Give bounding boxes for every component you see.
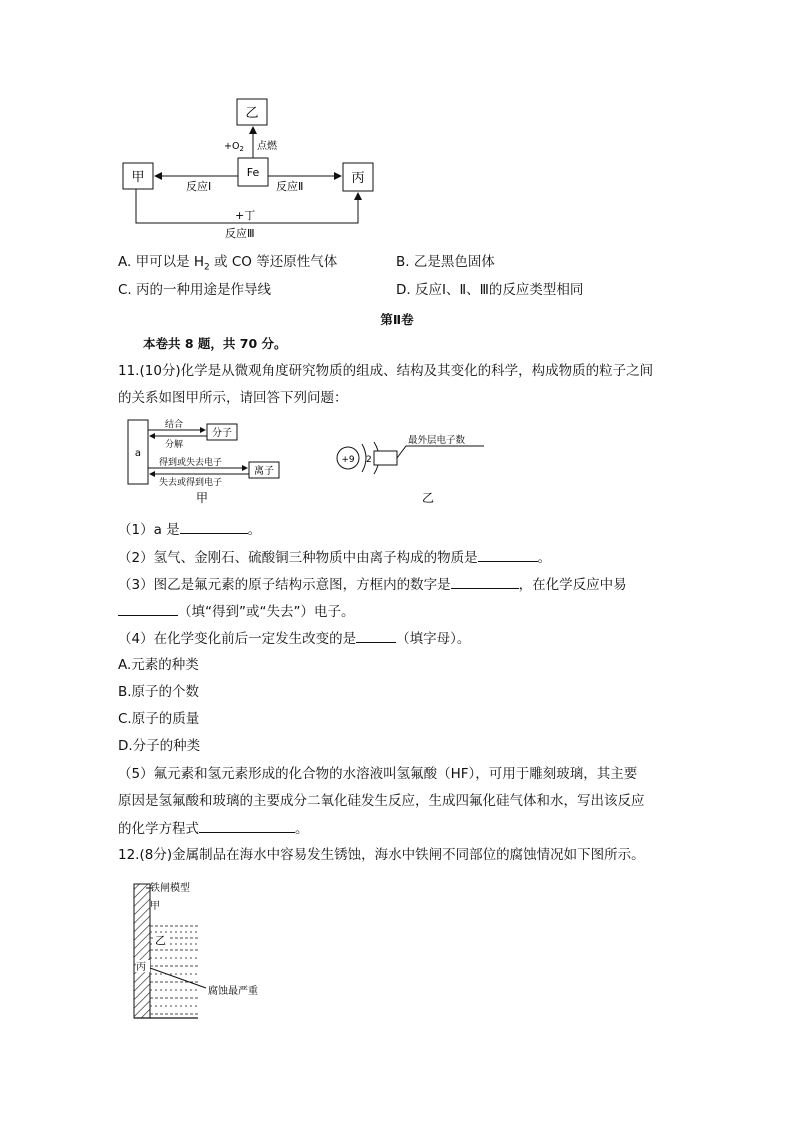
q11-part3-suffix: ，在化学反应中易: [518, 577, 627, 593]
q12-stem: 12.(8分)金属制品在海水中容易发生锈蚀，海水中铁闸不同部位的腐蚀情况如下图所示。: [118, 847, 645, 863]
position-yi: 乙: [155, 934, 166, 947]
option-a: [118, 253, 337, 277]
q11-part3b: [118, 602, 354, 621]
q11-part5-prefix: 的化学方程式: [118, 821, 199, 837]
caption-jia: 甲: [195, 491, 209, 505]
label-lose-gain: 失去或得到电子: [159, 478, 223, 488]
shell1-electrons: 2: [366, 455, 372, 465]
q11-part2: [118, 548, 551, 567]
reaction2-label: 反应Ⅱ: [276, 180, 304, 193]
o2-label: $+O_2$: [224, 141, 244, 153]
box-jia-text: 甲: [131, 170, 145, 185]
gate-model-label: 铁闸模型: [150, 883, 190, 894]
label-gain-lose: 得到或失去电子: [159, 458, 223, 468]
q11-part4: [118, 629, 470, 648]
option-c: C. 丙的一种用途是作导线: [118, 282, 272, 298]
worst-corrosion-label: 腐蚀最严重: [208, 986, 258, 997]
position-jia: 甲: [150, 901, 160, 912]
box-fe-text: Fe: [246, 166, 260, 179]
option-d: D. 反应Ⅰ、Ⅱ、Ⅲ的反应类型相同: [396, 282, 584, 298]
iron-gate-body: [134, 884, 150, 1018]
caption-yi: 乙: [421, 491, 435, 505]
q11-choice-d: D.分子的种类: [118, 738, 201, 754]
fe-reaction-diagram: [110, 92, 390, 242]
option-b: B. 乙是黑色固体: [396, 254, 495, 270]
option-a-suffix: 或 CO 等还原性气体: [209, 254, 338, 270]
outer-electrons-label: 最外层电子数: [408, 435, 466, 446]
nucleus-charge: +9: [341, 455, 355, 465]
box-yi-text: 乙: [245, 106, 259, 121]
reagent-ding-label: +丁: [235, 209, 256, 222]
label-decompose: 分解: [165, 440, 184, 450]
label-combine: 结合: [165, 420, 184, 430]
worst-corrosion-pointer: [150, 968, 206, 988]
q11-choice-b: B.原子的个数: [118, 684, 200, 700]
reaction1-label: 反应Ⅰ: [186, 180, 212, 193]
q11-part5-line1: （5）氟元素和氢元素形成的化合物的水溶液叫氢氟酸（HF），可用于雕刻玻璃，其主要: [118, 766, 638, 782]
section-title: 第Ⅱ卷: [380, 312, 414, 327]
q11-part5-line3: [118, 819, 309, 838]
q11-choice-a: A.元素的种类: [118, 657, 199, 673]
iron-gate-corrosion-diagram: [128, 878, 278, 1024]
q11-part1: [118, 520, 261, 539]
box-ion-text: 离子: [254, 466, 274, 477]
answer-blank-4[interactable]: [118, 602, 178, 616]
q11-stem-line2: 的关系如图甲所示，请回答下列问题：: [118, 390, 348, 406]
option-a-text: A. 甲可以是 H: [118, 254, 205, 270]
q11-choice-c: C.原子的质量: [118, 711, 200, 727]
ignite-label: 点燃: [257, 141, 277, 152]
outer-shell-box: [374, 451, 397, 465]
q11-part2-prefix: （2）氢气、金刚石、硫酸铜三种物质中由离子构成的物质是: [118, 550, 478, 566]
q11-part4-suffix: （填字母）。: [396, 631, 471, 647]
answer-blank-5[interactable]: [356, 629, 396, 643]
q11-part2-suffix: 。: [537, 550, 552, 566]
q11-part5-line2: 原因是氢氟酸和玻璃的主要成分二氧化硅发生反应，生成四氟化硅气体和水，写出该反应: [118, 793, 645, 809]
answer-blank-2[interactable]: [478, 548, 538, 562]
box-molecule-text: 分子: [212, 428, 232, 439]
q11-part1-suffix: 。: [247, 522, 262, 538]
fluorine-atom-structure-diagram: [330, 432, 490, 512]
answer-blank-1[interactable]: [180, 520, 248, 534]
box-bing-text: 丙: [351, 171, 365, 186]
option-a-sub: 2: [204, 262, 210, 273]
particle-relation-diagram: [125, 416, 285, 508]
q11-part5-suffix: 。: [295, 821, 309, 837]
outer-label-pointer: [397, 446, 484, 458]
q11-part3b-suffix: （填“得到”或“失去”）电子。: [178, 604, 355, 620]
answer-blank-6[interactable]: [199, 819, 295, 833]
q11-part3: [118, 575, 627, 594]
section-intro: 本卷共 8 题，共 70 分。: [143, 336, 287, 351]
reaction3-label: 反应Ⅲ: [225, 227, 255, 240]
box-a-text: a: [134, 448, 142, 459]
position-bing: 丙: [136, 962, 146, 973]
q11-part1-prefix: （1）a 是: [118, 522, 180, 538]
answer-blank-3[interactable]: [451, 575, 519, 589]
q11-part3-prefix: （3）图乙是氟元素的原子结构示意图，方框内的数字是: [118, 577, 451, 593]
q11-part4-prefix: （4）在化学变化前后一定发生改变的是: [118, 631, 357, 647]
q11-stem-line1: 11.(10分)化学是从微观角度研究物质的组成、结构及其变化的科学，构成物质的粒子之间: [118, 363, 654, 379]
